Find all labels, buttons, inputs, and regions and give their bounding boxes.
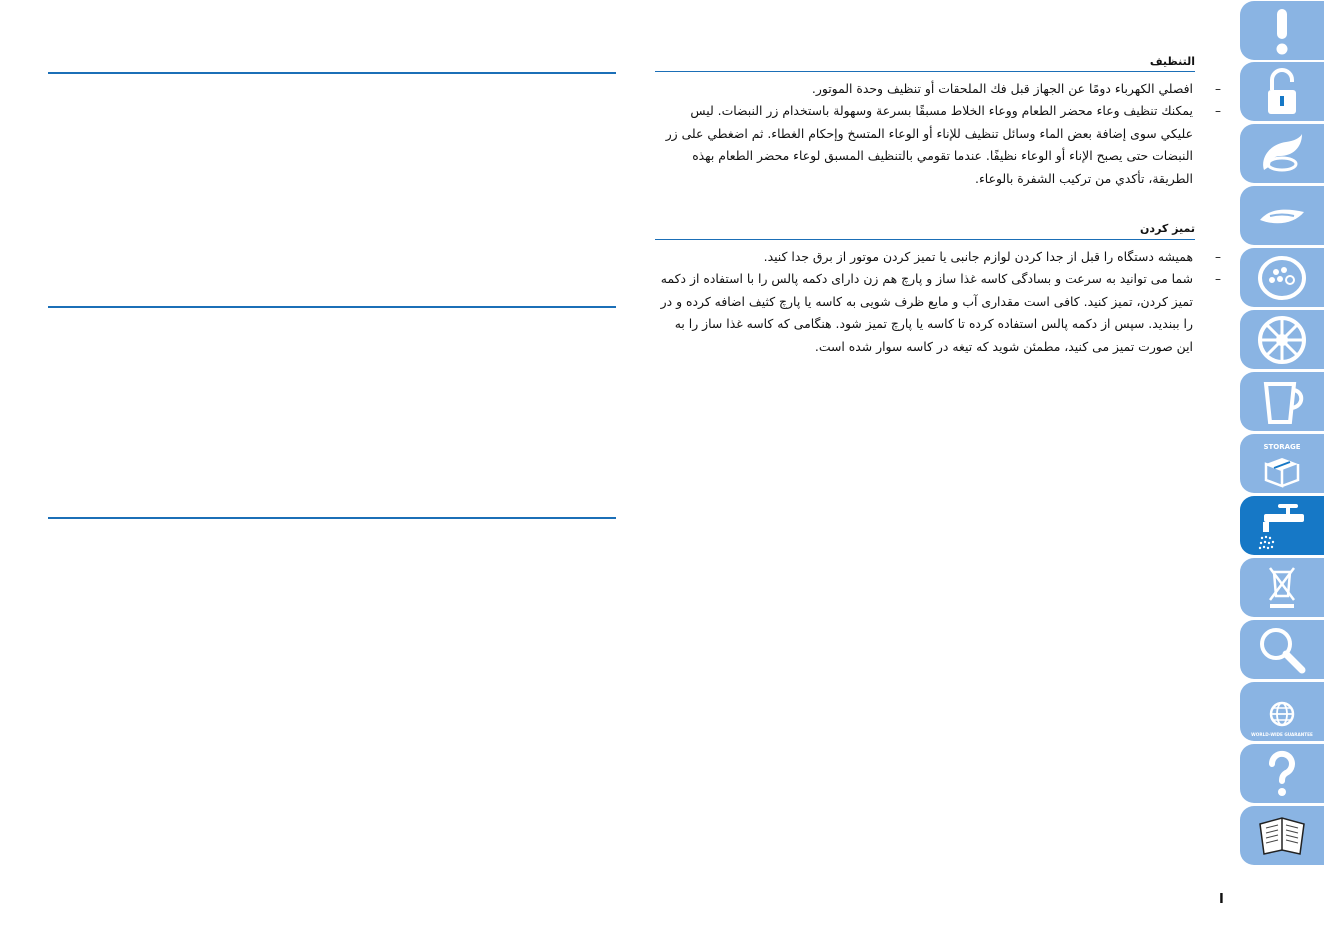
tab-storage[interactable] <box>1240 434 1324 493</box>
question-icon <box>1256 748 1308 800</box>
magnifier-icon <box>1256 624 1308 676</box>
disposal-bin-icon <box>1256 562 1308 614</box>
list-item <box>655 246 1221 268</box>
unlock-icon <box>1256 66 1308 118</box>
tab-jug[interactable] <box>1240 372 1324 431</box>
list-item <box>655 78 1221 100</box>
tab-safety[interactable] <box>1240 1 1324 60</box>
tab-disposal[interactable] <box>1240 558 1324 617</box>
bullet-dash: – <box>1215 250 1221 264</box>
tab-troubleshoot[interactable] <box>1240 620 1324 679</box>
section-rule <box>655 239 1195 240</box>
bullet-text: افصلي الكهرباء دومًا عن الجهاز قبل فك الملحقات أو تنظيف وحدة الموتور. <box>811 81 1193 96</box>
section-heading: التنظيف <box>1149 55 1195 68</box>
tab-faq[interactable] <box>1240 744 1324 803</box>
tab-assembly[interactable] <box>1240 62 1324 121</box>
jug-icon <box>1256 376 1308 428</box>
sidebar-nav <box>1240 0 1324 870</box>
tab-blade[interactable] <box>1240 124 1324 183</box>
left-rule-1 <box>48 72 616 74</box>
section-heading: تميز كردن <box>1140 222 1195 235</box>
tab-cleaning[interactable] <box>1240 496 1324 555</box>
blade-icon <box>1256 128 1308 180</box>
bullet-dash: – <box>1215 82 1221 96</box>
slicing-disc-icon <box>1256 314 1308 366</box>
book-icon <box>1256 810 1308 862</box>
bullet-dash: – <box>1215 272 1221 287</box>
bullet-text: هميشه دستگاه را قبل از جدا كردن لوازم جانبی يا تميز كردن موتور از برق جدا كنيد. <box>763 249 1193 264</box>
page-number: I <box>1219 892 1224 907</box>
left-rule-3 <box>48 517 616 519</box>
grating-disc-icon <box>1256 252 1308 304</box>
list-item <box>655 100 1221 190</box>
whisk-disc-icon <box>1256 190 1308 242</box>
guarantee-label: WORLD-WIDE GUARANTEE <box>1251 731 1313 737</box>
exclamation-icon <box>1256 5 1308 57</box>
list-item <box>655 268 1221 358</box>
tab-guarantee[interactable] <box>1240 682 1324 741</box>
tab-slicing[interactable] <box>1240 310 1324 369</box>
tap-icon <box>1256 500 1308 552</box>
tab-whisk[interactable] <box>1240 186 1324 245</box>
globe-icon <box>1251 686 1313 738</box>
storage-box-icon <box>1256 438 1308 490</box>
left-rule-2 <box>48 306 616 308</box>
bullet-text: شما می توانيد به سرعت و بسادگی كاسه غذا ساز و پارچ هم زن دارای دكمه پالس را با استفاده از دكمه تميز كردن، تميز كنيد. كافی است مقداری آب و مايع ظرف شويی به كاسه يا پارچ كثيف اضافه كرده و در را ببنديد. سپس از دكمه پالس استفاده كرده تا كاسه يا پارچ تميز شود. هنگامی كه كاسه غذا ساز را به اين صورت تميز می كنيد، مطمئن شويد كه تيغه در كاسه سوار شده است. <box>660 271 1193 354</box>
bullet-text: يمكنك تنظيف وعاء محضر الطعام ووعاء الخلاط مسبقًا بسرعة وسهولة باستخدام زر النبضات. ليس عليكي سوى إضافة بعض الماء وسائل تنظيف للإناء أو الوعاء المتسخ وإحكام الغطاء. ثم اضغطي على زر النبضات حتى يصبح الإناء أو الوعاء نظيفًا. عندما تقومي بالتنظيف المسبق لوعاء محضر الطعام بهذه الطريقة، تأكدي من تركيب الشفرة بالوعاء. <box>665 103 1193 186</box>
tab-grating[interactable] <box>1240 248 1324 307</box>
tab-manual[interactable] <box>1240 806 1324 865</box>
section-rule <box>655 71 1195 72</box>
storage-label: STORAGE <box>1263 442 1301 451</box>
bullet-dash: – <box>1215 104 1221 119</box>
